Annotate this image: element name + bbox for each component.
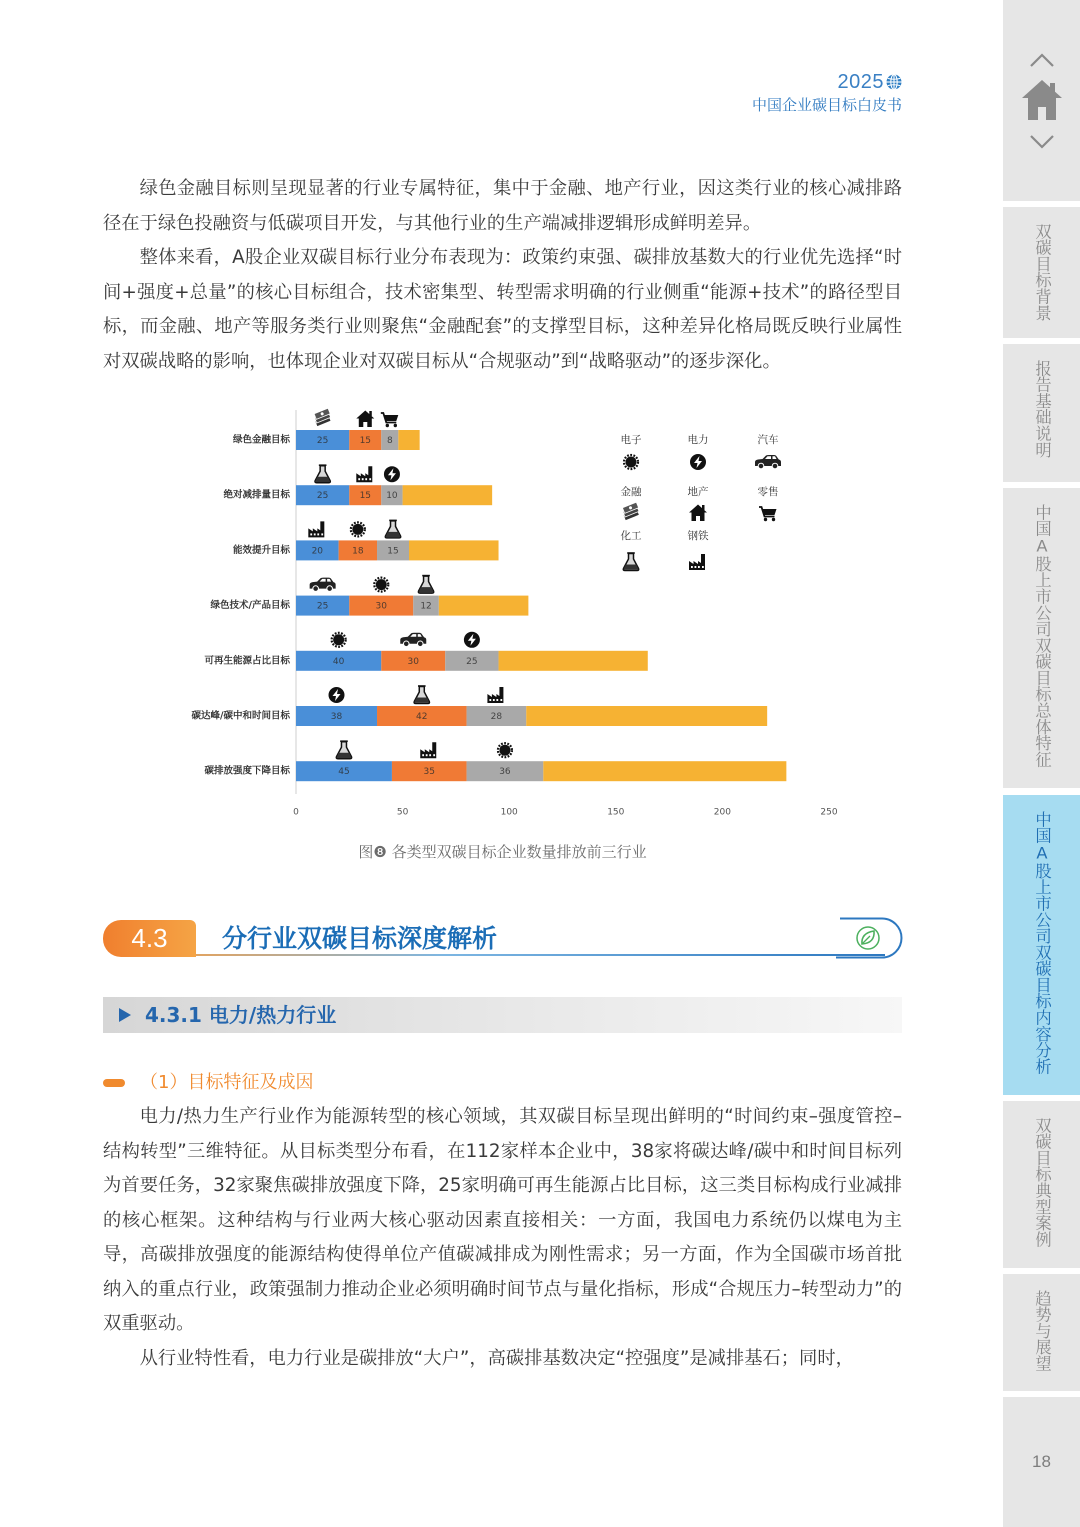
home-icon[interactable] bbox=[1021, 78, 1063, 122]
bar-value-label: 36 bbox=[499, 767, 511, 778]
bar-value-label: 25 bbox=[316, 601, 329, 612]
subheading-title: （1）目标特征及成因 bbox=[140, 1072, 314, 1093]
factory-icon bbox=[356, 466, 372, 482]
sidebar-tab-label: 中国A股上市公司双碳目标总体特征 bbox=[1032, 504, 1052, 768]
header-year-row bbox=[752, 68, 902, 96]
lightning-icon bbox=[464, 632, 480, 648]
bar-value-label: 38 bbox=[330, 712, 343, 722]
flask-icon bbox=[623, 552, 638, 570]
sidebar-tab-case-studies[interactable] bbox=[1003, 1101, 1080, 1268]
subsection-title: 4.3.1 电力/热力行业 bbox=[145, 1003, 337, 1027]
x-tick-label: 250 bbox=[820, 807, 838, 818]
bar-value-label: 25 bbox=[316, 436, 329, 446]
bar-segment bbox=[526, 706, 767, 726]
bar-value-label: 18 bbox=[352, 546, 364, 557]
legend-label: 化工 bbox=[620, 530, 642, 542]
sidebar-tab-label: 双碳目标背景 bbox=[1032, 223, 1052, 321]
flask-icon bbox=[414, 685, 429, 703]
legend-label: 电子 bbox=[620, 434, 642, 446]
stacked-bar-chart bbox=[180, 400, 860, 830]
globe-icon bbox=[886, 74, 902, 90]
page-number: 18 bbox=[1032, 1452, 1051, 1471]
bar-value-label: 28 bbox=[490, 712, 503, 722]
section-number: 4.3 bbox=[103, 920, 196, 957]
category-label: 绿色技术/产品目标 bbox=[210, 600, 290, 612]
chip-icon bbox=[498, 743, 512, 757]
x-tick-label: 50 bbox=[396, 807, 409, 818]
bar-value-label: 42 bbox=[416, 712, 428, 722]
chevron-up-icon[interactable] bbox=[1029, 52, 1055, 68]
lightning-icon bbox=[690, 454, 706, 470]
legend-label: 汽车 bbox=[757, 434, 779, 446]
flask-icon bbox=[315, 464, 330, 482]
category-label: 绝对减排量目标 bbox=[223, 489, 290, 501]
category-label: 可再生能源占比目标 bbox=[204, 655, 290, 667]
flask-icon bbox=[385, 520, 400, 538]
bar-value-label: 30 bbox=[375, 601, 388, 612]
subsection-bar bbox=[103, 997, 902, 1033]
sidebar-tab-label: 双碳目标典型案例 bbox=[1032, 1117, 1052, 1248]
sidebar-tab-label: 报告基础说明 bbox=[1032, 360, 1052, 458]
sidebar-nav bbox=[1003, 0, 1080, 201]
bar-value-label: 10 bbox=[386, 491, 398, 502]
sidebar-tab-report-basis[interactable] bbox=[1003, 344, 1080, 482]
bar-segment bbox=[398, 430, 419, 450]
bar-value-label: 15 bbox=[359, 491, 372, 502]
sidebar-tab-overall-features[interactable] bbox=[1003, 488, 1080, 788]
chip-icon bbox=[374, 578, 388, 592]
flask-icon bbox=[336, 740, 351, 758]
bar-value-label: 20 bbox=[311, 546, 324, 557]
legend-label: 地产 bbox=[687, 486, 709, 498]
page-header bbox=[752, 68, 902, 115]
bar-value-label: 30 bbox=[407, 656, 419, 667]
bar-value-label: 35 bbox=[423, 767, 435, 778]
sidebar-tab-label: 趋势与展望 bbox=[1032, 1290, 1052, 1372]
category-label: 碳达峰/碳中和时间目标 bbox=[191, 710, 290, 722]
factory-icon bbox=[420, 742, 436, 758]
paragraph: 整体来看，A股企业双碳目标行业分布表现为：政策约束强、碳排放基数大的行业优先选择“时间+强度+总量”的核心目标组合，技术密集型、转型需求明确的行业侧重“能源+技术”的路径型目标，而金融、地产等服务类行业则聚焦“金融配套”的支撑型目标，这种差异化格局既反映行业属性对双碳战略的影响，也体现企业对双碳目标从“合规驱动”到“战略驱动”的逐步深化。 bbox=[103, 247, 902, 372]
bar-value-label: 15 bbox=[387, 546, 399, 557]
legend-label: 电力 bbox=[687, 434, 709, 446]
factory-icon bbox=[487, 687, 503, 703]
leaf-icon bbox=[836, 916, 904, 960]
house-icon bbox=[689, 505, 707, 522]
chevron-down-icon[interactable] bbox=[1029, 134, 1055, 150]
bar-segment bbox=[543, 761, 786, 781]
chip-icon bbox=[624, 455, 638, 469]
factory-icon bbox=[308, 521, 324, 537]
category-label: 绿色金融目标 bbox=[232, 434, 290, 446]
chip-icon bbox=[351, 522, 365, 536]
figure-caption: 图❽ 各类型双碳目标企业数量排放前三行业 bbox=[358, 843, 647, 861]
category-label: 能效提升目标 bbox=[232, 544, 290, 556]
car-icon bbox=[400, 633, 426, 647]
header-report-title: 中国企业碳目标白皮书 bbox=[751, 96, 902, 114]
legend-label: 金融 bbox=[620, 486, 642, 498]
bar-segment bbox=[499, 651, 648, 671]
car-icon bbox=[755, 455, 781, 469]
bar-value-label: 40 bbox=[332, 656, 345, 667]
house-icon bbox=[356, 411, 374, 428]
x-tick-label: 0 bbox=[293, 807, 299, 818]
bar-value-label: 45 bbox=[338, 767, 350, 778]
bar-value-label: 25 bbox=[316, 491, 329, 502]
paragraph: 从行业特性看，电力行业是碳排放“大户”，高碳排基数决定“控强度”是减排基石；同时， bbox=[139, 1347, 854, 1369]
sidebar-tab-label: 中国A股上市公司双碳目标内容分析 bbox=[1032, 811, 1052, 1075]
section-title: 分行业双碳目标深度解析 bbox=[222, 924, 498, 953]
banknotes-icon bbox=[312, 408, 333, 426]
bar-value-label: 12 bbox=[420, 601, 432, 612]
paragraph: 绿色金融目标则呈现显著的行业专属特征，集中于金融、地产行业，因这类行业的核心减排路径在于绿色投融资与低碳项目开发，与其他行业的生产端减排逻辑形成鲜明差异。 bbox=[103, 178, 902, 234]
legend-label: 钢铁 bbox=[687, 530, 709, 542]
bar-segment bbox=[439, 596, 529, 616]
lightning-icon bbox=[329, 687, 345, 703]
shopping-cart-icon bbox=[759, 507, 777, 521]
body-text-bottom bbox=[103, 1100, 902, 1376]
paragraph: 电力/热力生产行业作为能源转型的核心领域，其双碳目标呈现出鲜明的“时间约束–强度管控–结构转型”三维特征。从目标类型分布看，在112家样本企业中，38家将碳达峰/碳中和时间目标列为首要任务，32家聚焦碳排放强度下降，25家明确可再生能源占比目标，这三类目标构成行业减排的核心框架。这种结构与行业两大核心驱动因素直接相关：一方面，我国电力系统仍以煤电为主导，高碳排放强度的能源结构使得单位产值碳减排成为刚性需求；另一方面，作为全国碳市场首批纳入的重点行业，政策强制力推动企业必须明确时间节点与量化指标，形成“合规压力–转型动力”的双重驱动。 bbox=[103, 1106, 902, 1334]
x-tick-label: 150 bbox=[607, 807, 625, 818]
banknotes-icon bbox=[621, 502, 642, 520]
header-year: 2025 bbox=[837, 71, 884, 93]
page-number-tab bbox=[1003, 1397, 1080, 1527]
body-text-top bbox=[103, 172, 902, 379]
sidebar-tab-background[interactable] bbox=[1003, 207, 1080, 338]
bar-segment bbox=[409, 540, 499, 560]
bar-segment bbox=[403, 485, 493, 505]
bar-value-label: 25 bbox=[466, 656, 478, 667]
flask-icon bbox=[418, 575, 433, 593]
sidebar-tab-outlook[interactable] bbox=[1003, 1274, 1080, 1391]
triangle-bullet-icon bbox=[119, 1008, 131, 1022]
orange-dash-icon bbox=[103, 1079, 125, 1087]
x-tick-label: 200 bbox=[713, 807, 731, 818]
bar-value-label: 15 bbox=[359, 436, 372, 446]
x-tick-label: 100 bbox=[500, 807, 518, 818]
legend-label: 零售 bbox=[757, 486, 779, 498]
shopping-cart-icon bbox=[381, 413, 399, 427]
lightning-icon bbox=[384, 466, 400, 482]
chip-icon bbox=[332, 633, 346, 647]
factory-icon bbox=[689, 554, 705, 570]
bar-value-label: 8 bbox=[386, 436, 393, 446]
car-icon bbox=[310, 578, 336, 592]
category-label: 碳排放强度下降目标 bbox=[204, 765, 290, 777]
sidebar-tab-content-analysis[interactable] bbox=[1003, 795, 1080, 1095]
